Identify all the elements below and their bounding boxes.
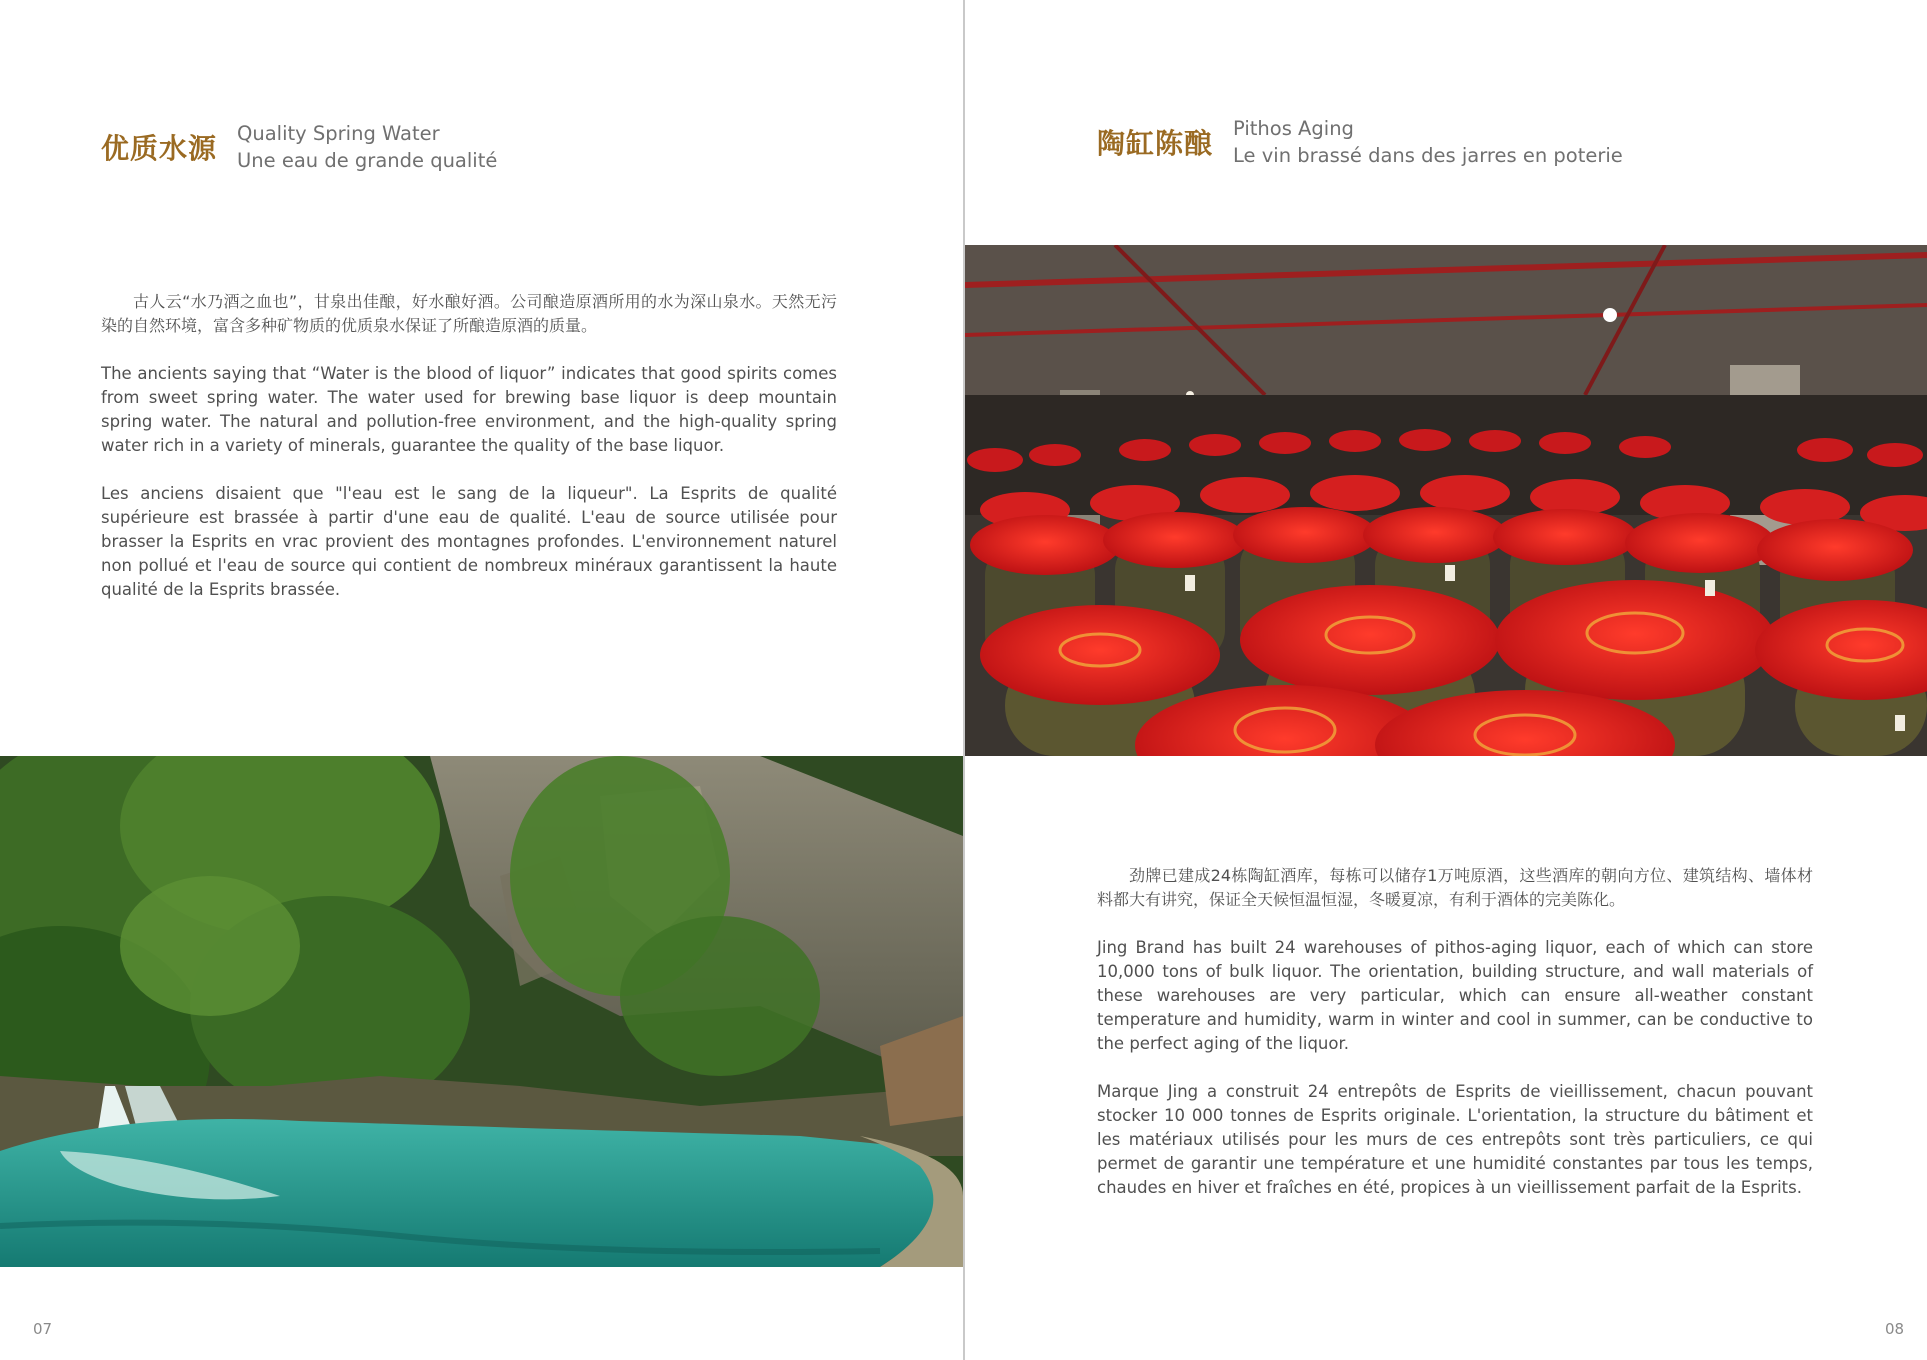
- heading-fr-pithos: Le vin brassé dans des jarres en poterie: [1233, 144, 1623, 167]
- section-heading-water: [101, 120, 497, 174]
- paragraph-fr-water: Les anciens disaient que "l'eau est le sang de la liqueur". La Esprits de qualité supérieure est brassée à partir d'une eau de qualité. L'eau de source utilisée pour brasser la Esprits en vrac provient des montagnes profondes. L'environnement naturel non pollué et l'eau de source qui contient de nombreux minéraux garantissent la haute qualité de la Esprits brassée.: [101, 484, 837, 599]
- pithos-warehouse-illustration: [965, 245, 1927, 756]
- paragraph-en-pithos: Jing Brand has built 24 warehouses of pithos-aging liquor, each of which can store 10,000 tons of bulk liquor. The orientation, building structure, and wall materials of these warehouses are very particular, which can ensure all-weather constant temperature and humidity, warm in winter and cool in summer, can be conductive to the perfect aging of the liquor.: [1097, 938, 1813, 1053]
- right-page: [965, 0, 1927, 1360]
- paragraph-cn-water: 古人云“水乃酒之血也”，甘泉出佳酿，好水酿好酒。公司酿造原酒所用的水为深山泉水。天然无污染的自然环境，富含多种矿物质的优质泉水保证了所酿造原酒的质量。: [101, 292, 837, 335]
- body-text-pithos: [1097, 864, 1813, 1224]
- section-heading-pithos: [1097, 115, 1623, 169]
- heading-en-water: Quality Spring Water: [237, 122, 440, 145]
- page-number-right: 08: [1885, 1320, 1905, 1338]
- page-number-left: 07: [33, 1320, 53, 1338]
- paragraph-cn-pithos: 劲牌已建成24栋陶缸酒库，每栋可以储存1万吨原酒，这些酒库的朝向方位、建筑结构、墙体材料都大有讲究，保证全天候恒温恒湿，冬暖夏凉，有利于酒体的完美陈化。: [1097, 866, 1813, 909]
- left-page: [0, 0, 963, 1360]
- heading-cn-water: 优质水源: [101, 132, 218, 165]
- heading-en-pithos: Pithos Aging: [1233, 117, 1354, 140]
- body-text-water: [101, 290, 837, 626]
- spring-waterfall-photo: [0, 756, 963, 1267]
- heading-cn-pithos: 陶缸陈酿: [1097, 127, 1214, 160]
- heading-fr-water: Une eau de grande qualité: [237, 149, 498, 172]
- heading-subtitles-pithos: [1233, 115, 1623, 169]
- heading-subtitles-water: [237, 120, 497, 174]
- paragraph-fr-pithos: Marque Jing a construit 24 entrepôts de Esprits de vieillissement, chacun pouvant stocker 10 000 tonnes de Esprits originale. L'orientation, la structure du bâtiment et les matériaux utilisés pour les murs de ces entrepôts sont très particuliers, ce qui permet de garantir une température et une humidité constantes par tous les temps, chaudes en hiver et fraîches en été, propices à un vieillissement parfait de la Esprits.: [1097, 1082, 1813, 1197]
- paragraph-en-water: The ancients saying that “Water is the blood of liquor” indicates that good spirits comes from sweet spring water. The water used for brewing base liquor is deep mountain spring water. The natural and pollution-free environment, and the high-quality spring water rich in a variety of minerals, guarantee the quality of the base liquor.: [101, 364, 837, 455]
- spring-waterfall-illustration: [0, 756, 963, 1267]
- pithos-jar-warehouse-photo: [965, 245, 1927, 756]
